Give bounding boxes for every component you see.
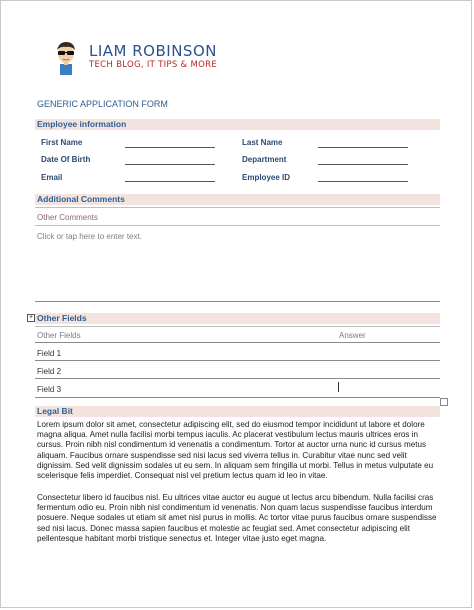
legal-section-title: Legal Bit bbox=[37, 406, 73, 416]
brand-tagline: TECH BLOG, IT TIPS & MORE bbox=[89, 60, 217, 70]
avatar-icon bbox=[51, 41, 81, 75]
email-label: Email bbox=[41, 173, 63, 182]
last-name-field[interactable] bbox=[318, 147, 408, 148]
table-resize-handle[interactable] bbox=[440, 398, 448, 406]
divider bbox=[35, 326, 440, 327]
legal-paragraph: Consectetur libero id faucibus nisl. Eu ultrices vitae auctor eu augue ut lectus arcu bibendum. Nulla facilisi cras fermentum odio eu. Proin nibh nisl condimentum id venenatis. Non quam lacus suspendisse faucibus interdum posuere. Neque sodales ut etiam sit amet nisl purus in mollis. Ac tortor vitae purus faucibus ornare suspendisse sed nisi lacus. Donec massa sapien faucibus et molestie ac feugiat sed. Amet consectetur adipiscing elit pellentesque habitant morbi tristique senectus et. Integer vitae justo eget magna. bbox=[37, 493, 437, 543]
other-fields-column-header: Other Fields bbox=[37, 331, 81, 340]
employee-section-title: Employee information bbox=[37, 119, 127, 129]
divider bbox=[35, 301, 440, 302]
legal-section-header bbox=[35, 406, 440, 417]
other-fields-section-title: Other Fields bbox=[37, 313, 87, 323]
answer-column-header: Answer bbox=[339, 331, 366, 340]
employee-section-header bbox=[35, 119, 440, 130]
department-label: Department bbox=[242, 155, 287, 164]
brand-name: LIAM ROBINSON bbox=[89, 42, 217, 60]
dob-label: Date Of Birth bbox=[41, 155, 91, 164]
divider bbox=[35, 360, 440, 361]
table-row-label: Field 2 bbox=[37, 367, 62, 376]
divider bbox=[35, 378, 440, 379]
first-name-label: First Name bbox=[41, 138, 83, 147]
table-row-label: Field 3 bbox=[37, 385, 62, 394]
divider bbox=[35, 397, 440, 398]
additional-section-header bbox=[35, 194, 440, 205]
employee-id-label: Employee ID bbox=[242, 173, 291, 182]
other-comments-heading: Other Comments bbox=[37, 213, 98, 222]
department-field[interactable] bbox=[318, 164, 408, 165]
divider bbox=[35, 207, 440, 208]
other-fields-section-header bbox=[35, 313, 440, 324]
table-row-label: Field 1 bbox=[37, 349, 62, 358]
first-name-field[interactable] bbox=[125, 147, 215, 148]
text-cursor bbox=[338, 382, 339, 392]
dob-field[interactable] bbox=[125, 164, 215, 165]
divider bbox=[35, 342, 440, 343]
table-move-handle[interactable]: + bbox=[28, 314, 34, 321]
email-field[interactable] bbox=[125, 181, 215, 182]
legal-paragraph: Lorem ipsum dolor sit amet, consectetur adipiscing elit, sed do eiusmod tempor incididunt ut labore et dolore magna aliqua. Amet nulla facilisi morbi tempus iaculis. Ac placerat vestibulum lectus mauris ultrices eros in cursus. Proin nibh nisl condimentum id venenatis a condimentum. Tortor at auctor urna nunc id cursus metus aliquam. Faucibus ornare suspendisse sed nisi lacus sed viverra tellus in. Curabitur vitae nunc sed velit dignissim. Sed velit dignissim sodales ut eu sem. In aliquam sem fringilla ut morbi. Tellus in metus vulputate eu scelerisque felis imperdiet. Consequat nisl vel pretium lectus quam id leo in vitae. bbox=[37, 420, 434, 481]
last-name-label: Last Name bbox=[242, 138, 283, 147]
divider bbox=[35, 225, 440, 226]
additional-section-title: Additional Comments bbox=[37, 194, 125, 204]
form-title: GENERIC APPLICATION FORM bbox=[37, 99, 168, 109]
comments-textbox[interactable]: Click or tap here to enter text. bbox=[37, 232, 142, 241]
employee-id-field[interactable] bbox=[318, 181, 408, 182]
